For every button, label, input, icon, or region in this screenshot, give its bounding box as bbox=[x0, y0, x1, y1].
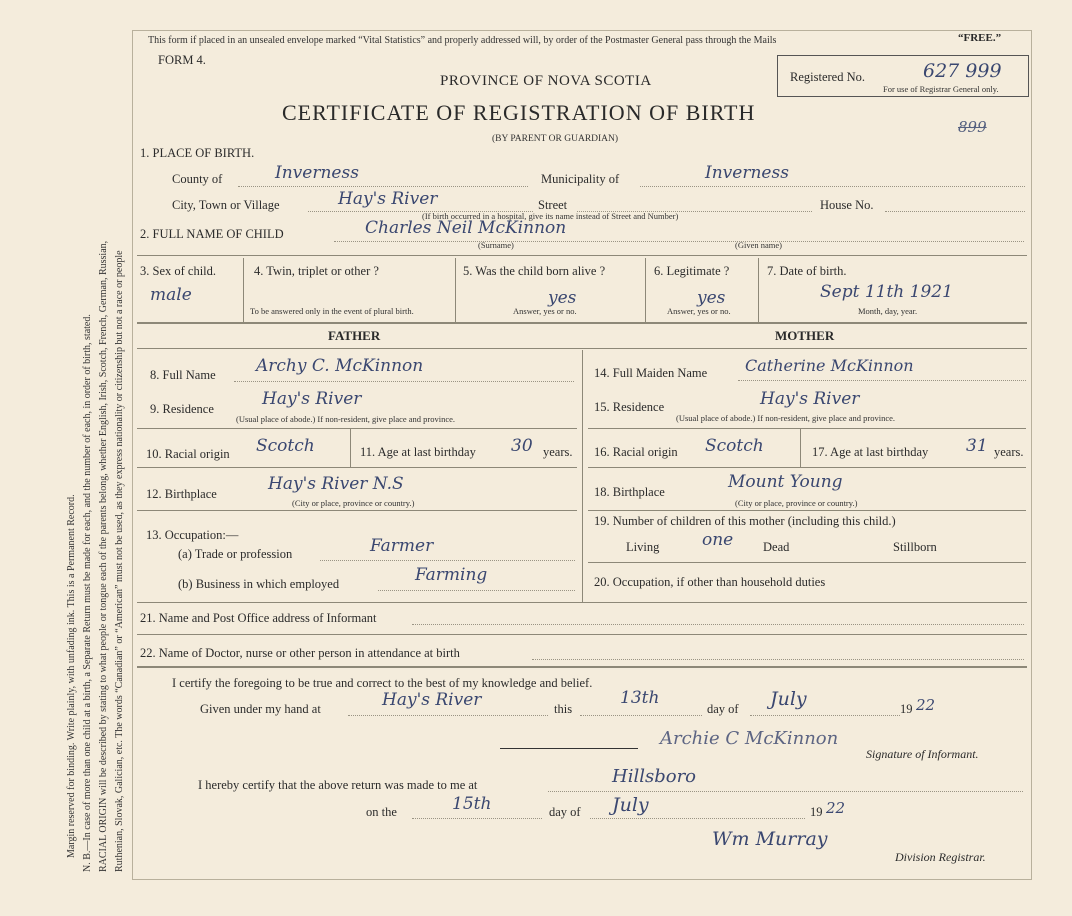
registrar-day-of-label: day of bbox=[549, 805, 581, 819]
certify-year-prefix: 19 bbox=[900, 702, 913, 716]
mail-notice: This form if placed in an unsealed envelope marked “Vital Statistics” and properly addressed will, by order of the Postmaster General pass through the Mails bbox=[148, 35, 777, 46]
registered-number-box bbox=[777, 55, 1029, 97]
child-name-value: Charles Neil McKinnon bbox=[365, 218, 567, 238]
margin-note-multiple-births: N. B.—In case of more than one child at a birth, a Separate Return must be made for each, and the number of each, in order of birth, stated. bbox=[82, 314, 93, 872]
born-alive-label: 5. Was the child born alive ? bbox=[463, 264, 606, 278]
registrar-signature: Wm Murray bbox=[712, 828, 828, 850]
twin-note: To be answered only in the event of plural birth. bbox=[250, 306, 414, 316]
place-of-birth-heading: 1. PLACE OF BIRTH. bbox=[140, 146, 255, 160]
city-value: Hay's River bbox=[338, 189, 438, 209]
informant-label: 21. Name and Post Office address of Informant bbox=[140, 611, 377, 625]
certificate-title: CERTIFICATE OF REGISTRATION OF BIRTH bbox=[282, 100, 756, 125]
registrar-month-value: July bbox=[612, 794, 649, 816]
father-age-label: 11. Age at last birthday bbox=[360, 445, 476, 459]
father-years: years. bbox=[543, 445, 573, 459]
given-place-value: Hay's River bbox=[382, 690, 482, 710]
father-business-value: Farming bbox=[415, 565, 488, 585]
registrar-year-suffix: 22 bbox=[826, 799, 846, 817]
margin-note-racial-origin-2: Ruthenian, Slovak, Galician, etc. The words “Canadian” or “American” must not be used, as they express nationality or citizenship but not a race or people bbox=[114, 250, 125, 872]
legitimate-note: Answer, yes or no. bbox=[667, 306, 731, 316]
mother-racial-value: Scotch bbox=[705, 436, 764, 456]
mother-residence-note: (Usual place of abode.) If non-resident, give place and province. bbox=[676, 413, 896, 423]
informant-signature: Archie C McKinnon bbox=[660, 728, 839, 749]
mother-birthplace-note: (City or place, province or country.) bbox=[735, 498, 858, 508]
hospital-note: (If birth occurred in a hospital, give its name instead of Street and Number) bbox=[422, 211, 679, 221]
father-residence-note: (Usual place of abode.) If non-resident, give place and province. bbox=[236, 414, 456, 424]
street-label: Street bbox=[538, 198, 568, 212]
legitimate-value: yes bbox=[697, 288, 726, 308]
father-age-value: 30 bbox=[511, 436, 533, 456]
county-value: Inverness bbox=[275, 163, 359, 183]
margin-note-binding: Margin reserved for binding. Write plainly, with unfading ink. This is a Permanent Record. bbox=[66, 494, 77, 858]
child-name-label: 2. FULL NAME OF CHILD bbox=[140, 227, 284, 241]
mother-birthplace-value: Mount Young bbox=[728, 472, 843, 492]
mother-racial-label: 16. Racial origin bbox=[594, 445, 678, 459]
mother-birthplace-label: 18. Birthplace bbox=[594, 485, 665, 499]
mother-years: years. bbox=[994, 445, 1024, 459]
municipality-label: Municipality of bbox=[541, 172, 620, 186]
margin-number: 899 bbox=[958, 118, 987, 136]
father-birthplace-note: (City or place, province or country.) bbox=[292, 498, 415, 508]
registrar-general-note: For use of Registrar General only. bbox=[883, 84, 999, 94]
mother-residence-label: 15. Residence bbox=[594, 400, 665, 414]
father-residence-value: Hay's River bbox=[262, 389, 362, 409]
twin-label: 4. Twin, triplet or other ? bbox=[254, 264, 379, 278]
living-label: Living bbox=[626, 540, 660, 554]
legitimate-label: 6. Legitimate ? bbox=[654, 264, 730, 278]
this-label: this bbox=[554, 702, 573, 716]
stillborn-label: Stillborn bbox=[893, 540, 937, 554]
father-business-label: (b) Business in which employed bbox=[178, 577, 340, 591]
registrar-day-value: 15th bbox=[452, 794, 492, 814]
father-birthplace-label: 12. Birthplace bbox=[146, 487, 217, 501]
registrar-statement: I hereby certify that the above return was made to me at bbox=[198, 778, 478, 792]
house-number-label: House No. bbox=[820, 198, 874, 212]
living-value: one bbox=[702, 530, 734, 550]
certificate-subtitle: (BY PARENT OR GUARDIAN) bbox=[492, 134, 619, 144]
born-alive-note: Answer, yes or no. bbox=[513, 306, 577, 316]
mother-residence-value: Hay's River bbox=[760, 389, 860, 409]
city-label: City, Town or Village bbox=[172, 198, 280, 212]
registrar-year-prefix: 19 bbox=[810, 805, 823, 819]
county-label: County of bbox=[172, 172, 223, 186]
mother-age-value: 31 bbox=[966, 436, 988, 456]
form-number: FORM 4. bbox=[158, 53, 206, 67]
birth-date-note: Month, day, year. bbox=[858, 306, 918, 316]
given-name-note: (Given name) bbox=[735, 240, 782, 250]
birth-date-label: 7. Date of birth. bbox=[767, 264, 847, 278]
sex-value: male bbox=[150, 285, 192, 305]
mother-occupation-label: 20. Occupation, if other than household duties bbox=[594, 575, 826, 589]
father-occupation-label: 13. Occupation:— bbox=[146, 528, 239, 542]
dead-label: Dead bbox=[763, 540, 790, 554]
certify-statement: I certify the foregoing to be true and correct to the best of my knowledge and belief. bbox=[172, 676, 593, 690]
certify-day-of-label: day of bbox=[707, 702, 739, 716]
mother-heading: MOTHER bbox=[775, 328, 835, 343]
doctor-label: 22. Name of Doctor, nurse or other person in attendance at birth bbox=[140, 646, 460, 660]
father-racial-label: 10. Racial origin bbox=[146, 447, 230, 461]
registered-number: 627 999 bbox=[923, 60, 1002, 82]
mother-children-label: 19. Number of children of this mother (including this child.) bbox=[594, 514, 896, 528]
sex-label: 3. Sex of child. bbox=[140, 264, 217, 278]
municipality-value: Inverness bbox=[705, 163, 789, 183]
father-heading: FATHER bbox=[328, 328, 381, 343]
mother-age-label: 17. Age at last birthday bbox=[812, 445, 929, 459]
father-name-label: 8. Full Name bbox=[150, 368, 216, 382]
surname-note: (Surname) bbox=[478, 240, 514, 250]
free-mark: “FREE.” bbox=[958, 32, 1002, 44]
father-trade-value: Farmer bbox=[370, 536, 434, 556]
father-residence-label: 9. Residence bbox=[150, 402, 214, 416]
certify-year-suffix: 22 bbox=[916, 696, 936, 714]
informant-signature-caption: Signature of Informant. bbox=[866, 747, 979, 761]
father-racial-value: Scotch bbox=[256, 436, 315, 456]
born-alive-value: yes bbox=[548, 288, 577, 308]
registered-label: Registered No. bbox=[790, 70, 865, 84]
province-heading: PROVINCE OF NOVA SCOTIA bbox=[440, 73, 652, 89]
certify-month-value: July bbox=[770, 688, 807, 710]
mother-name-label: 14. Full Maiden Name bbox=[594, 366, 708, 380]
father-birthplace-value: Hay's River N.S bbox=[268, 474, 404, 494]
registrar-on-the: on the bbox=[366, 805, 397, 819]
mother-name-value: Catherine McKinnon bbox=[745, 356, 914, 375]
father-name-value: Archy C. McKinnon bbox=[256, 356, 424, 376]
birth-date-value: Sept 11th 1921 bbox=[820, 282, 953, 302]
registrar-place-value: Hillsboro bbox=[612, 766, 697, 787]
margin-note-racial-origin: RACIAL ORIGIN will be described by stating to what people or tongue each of the parents belong, whether English, Irish, Scotch, French, German, Russian, bbox=[98, 240, 109, 872]
registrar-caption: Division Registrar. bbox=[895, 850, 986, 864]
certify-day-value: 13th bbox=[620, 688, 660, 708]
given-under-label: Given under my hand at bbox=[200, 702, 321, 716]
father-trade-label: (a) Trade or profession bbox=[178, 547, 293, 561]
